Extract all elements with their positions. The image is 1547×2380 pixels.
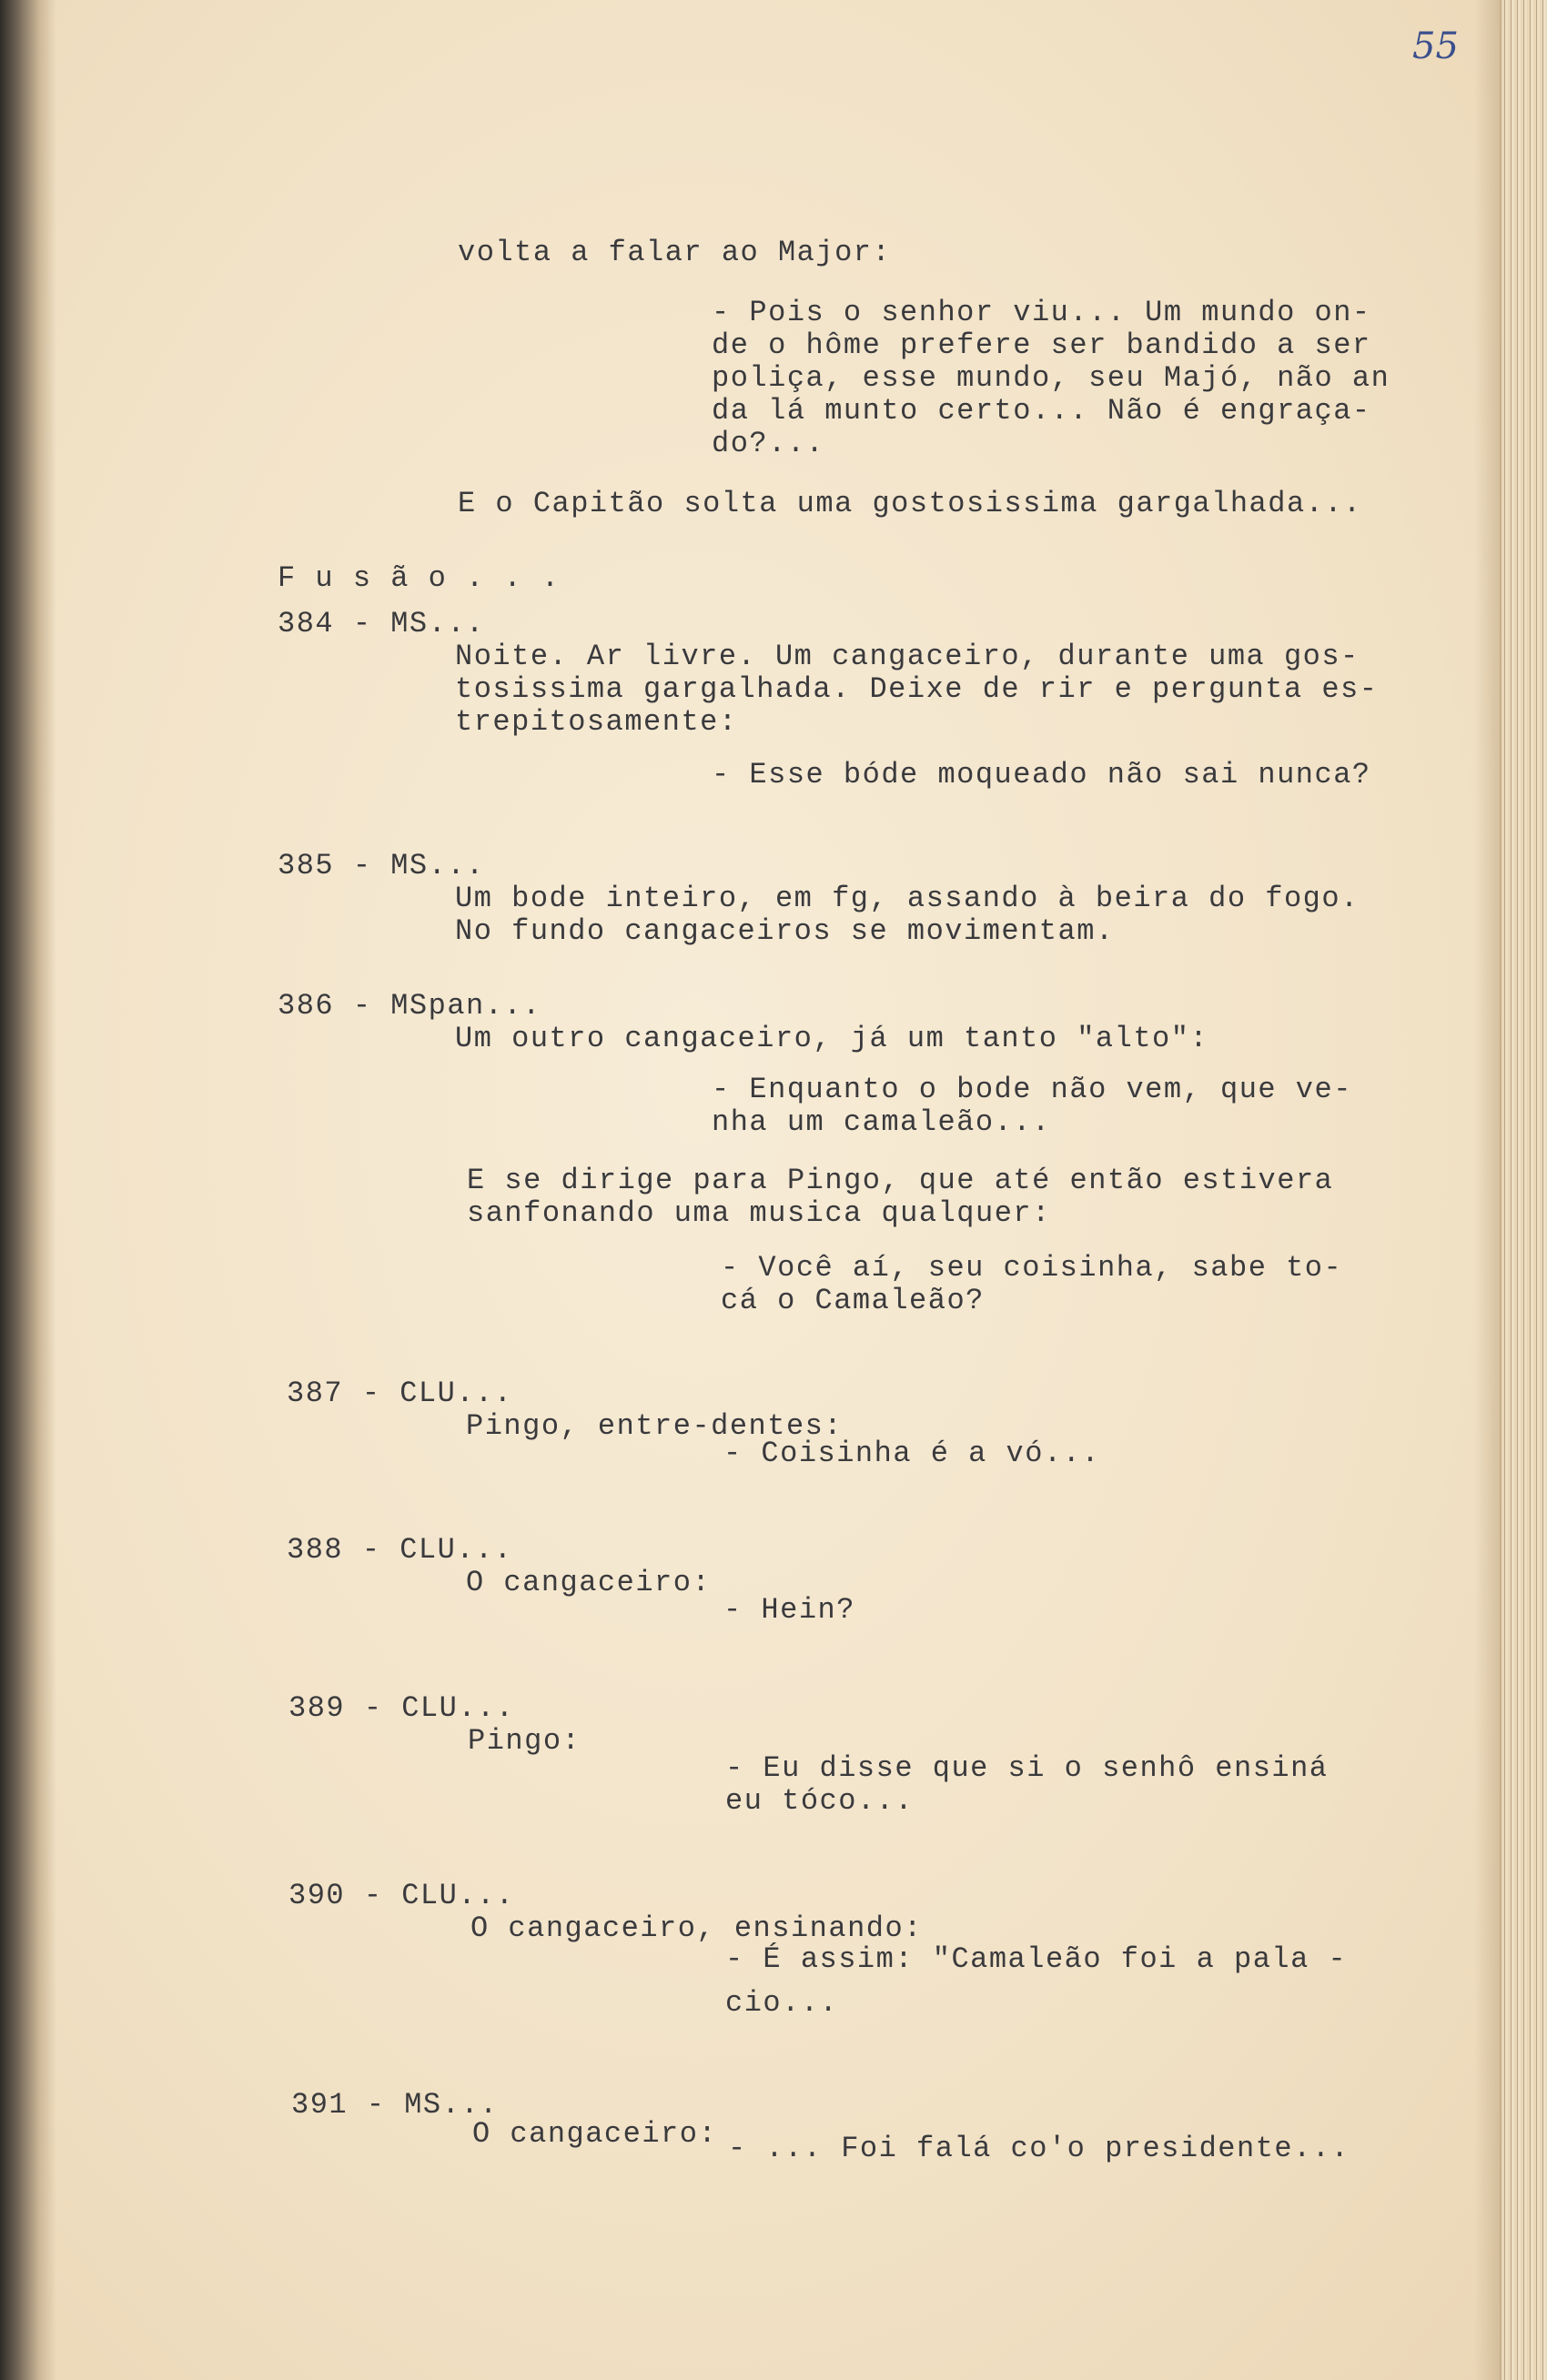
text-line: O cangaceiro:: [472, 2117, 718, 2151]
text-line: Pingo:: [468, 1724, 581, 1758]
dialogue-line: de o hôme prefere ser bandido a ser: [712, 328, 1371, 362]
shot-heading: 390 - CLU...: [288, 1879, 515, 1912]
dialogue-line: cá o Camaleão?: [721, 1284, 985, 1317]
text-line: O cangaceiro:: [466, 1566, 712, 1599]
text-line: No fundo cangaceiros se movimentam.: [455, 914, 1115, 948]
page-number: 55: [1412, 25, 1459, 67]
dialogue-line: poliça, esse mundo, seu Majó, não an: [712, 361, 1390, 395]
text-line: O cangaceiro, ensinando:: [470, 1911, 923, 1945]
shot-heading: 388 - CLU...: [287, 1533, 513, 1567]
book-binding: [0, 0, 56, 2380]
dialogue-line: cio...: [725, 1986, 839, 2020]
text-line: trepitosamente:: [455, 705, 738, 739]
dialogue-line: da lá munto certo... Não é engraça-: [712, 394, 1371, 428]
shot-heading: 391 - MS...: [291, 2088, 499, 2122]
shot-heading: 385 - MS...: [278, 849, 485, 882]
dialogue-line: nha um camaleão...: [712, 1105, 1051, 1139]
dialogue-line: - Eu disse que si o senhô ensiná: [725, 1751, 1329, 1785]
page-edges: [1500, 0, 1547, 2380]
dialogue-line: - Pois o senhor viu... Um mundo on-: [712, 296, 1371, 329]
dialogue-line: - Hein?: [723, 1593, 855, 1627]
dialogue-line: eu tóco...: [725, 1784, 915, 1818]
text-line: Um bode inteiro, em fg, assando à beira do fogo.: [455, 882, 1360, 915]
dialogue-line: - Enquanto o bode não vem, que ve-: [712, 1073, 1352, 1106]
dialogue-line: - Você aí, seu coisinha, sabe to-: [721, 1251, 1343, 1285]
text-line: volta a falar ao Major:: [458, 236, 892, 269]
text-line: E se dirige para Pingo, que até então estivera: [467, 1164, 1334, 1197]
dialogue-line: - Coisinha é a vó...: [723, 1437, 1101, 1470]
dialogue-line: - Esse bóde moqueado não sai nunca?: [712, 758, 1371, 792]
text-line: tosissima gargalhada. Deixe de rir e pergunta es-: [455, 672, 1379, 706]
page-edge-shadow: [1474, 0, 1502, 2380]
text-line: Noite. Ar livre. Um cangaceiro, durante uma gos-: [455, 640, 1360, 673]
dialogue-line: - ... Foi falá co'o presidente...: [728, 2132, 1350, 2165]
shot-heading: 389 - CLU...: [288, 1691, 515, 1725]
text-line: E o Capitão solta uma gostosissima gargalhada...: [458, 487, 1362, 520]
shot-heading: 386 - MSpan...: [278, 989, 541, 1023]
text-line: sanfonando uma musica qualquer:: [467, 1196, 1051, 1230]
text-line: Pingo, entre-dentes:: [466, 1409, 844, 1443]
dialogue-line: - É assim: "Camaleão foi a pala -: [725, 1942, 1348, 1976]
dialogue-line: do?...: [712, 427, 825, 460]
transition-line: F u s ã o . . .: [278, 561, 561, 595]
text-line: Um outro cangaceiro, já um tanto "alto":: [455, 1022, 1209, 1055]
shot-heading: 384 - MS...: [278, 607, 485, 640]
shot-heading: 387 - CLU...: [287, 1377, 513, 1410]
